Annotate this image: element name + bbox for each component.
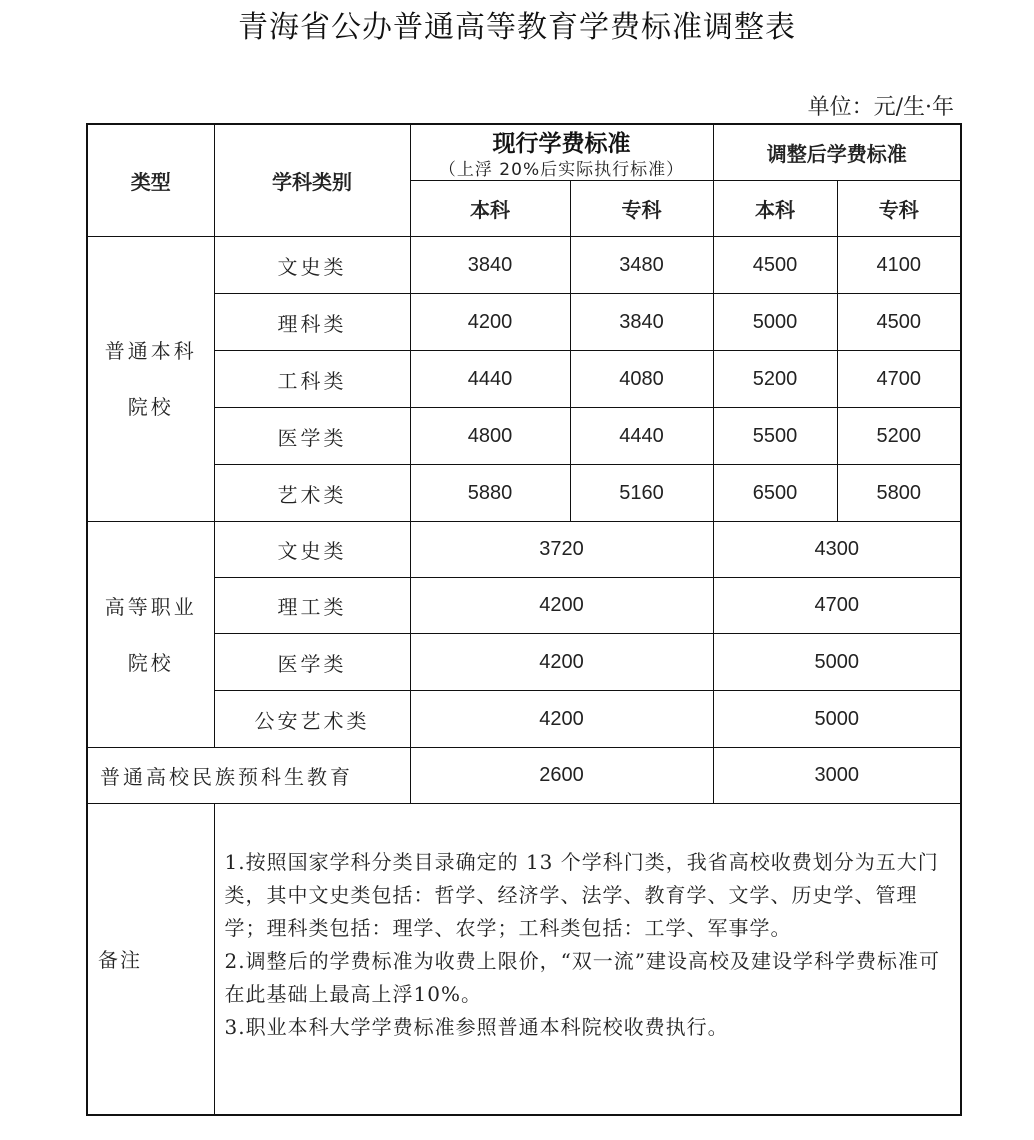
header-adjusted: 调整后学费标准 [713, 124, 961, 181]
fee-cell: 5800 [837, 465, 961, 522]
fee-cell: 3480 [570, 237, 713, 294]
fee-cell: 4500 [837, 294, 961, 351]
table-row [87, 691, 961, 748]
fee-cell: 4200 [410, 691, 713, 748]
fee-cell: 5200 [713, 351, 837, 408]
subject-cell: 艺术类 [214, 465, 410, 522]
category-vocational-line2: 院校 [127, 650, 174, 675]
table-row [87, 634, 961, 691]
remarks-row [87, 804, 961, 1115]
fee-cell: 4300 [713, 522, 961, 578]
header-current-label: 现行学费标准 [492, 131, 631, 157]
fee-cell: 2600 [410, 748, 713, 804]
header-adjusted-benke: 本科 [713, 181, 837, 237]
table-row [87, 522, 961, 578]
fee-cell: 3720 [410, 522, 713, 578]
header-current-benke: 本科 [410, 181, 570, 237]
fee-cell: 4200 [410, 634, 713, 691]
table-row [87, 408, 961, 465]
fee-cell: 3840 [570, 294, 713, 351]
table-row [87, 748, 961, 804]
remarks-label: 备注 [87, 804, 214, 1115]
fee-cell: 4800 [410, 408, 570, 465]
table-row [87, 578, 961, 634]
fee-cell: 5000 [713, 691, 961, 748]
subject-cell: 文史类 [214, 522, 410, 578]
fee-cell: 4200 [410, 294, 570, 351]
fee-cell: 4100 [837, 237, 961, 294]
fee-table [86, 123, 962, 1116]
table-row [87, 294, 961, 351]
header-adjusted-zhuanke: 专科 [837, 181, 961, 237]
fee-cell: 5160 [570, 465, 713, 522]
fee-cell: 3000 [713, 748, 961, 804]
fee-cell: 4500 [713, 237, 837, 294]
fee-cell: 5000 [713, 634, 961, 691]
header-subject: 学科类别 [214, 124, 410, 237]
table-row [87, 237, 961, 294]
fee-cell: 3840 [410, 237, 570, 294]
category-undergrad-line2: 院校 [127, 395, 174, 419]
fee-cell: 5880 [410, 465, 570, 522]
subject-cell: 公安艺术类 [214, 691, 410, 748]
category-undergrad-line1: 普通本科 [104, 339, 197, 363]
subject-cell: 工科类 [214, 351, 410, 408]
fee-cell: 4080 [570, 351, 713, 408]
subject-cell: 理工类 [214, 578, 410, 634]
fee-cell: 4700 [837, 351, 961, 408]
remark-note-3: 3.职业本科大学学费标准参照普通本科院校收费执行。 [224, 1015, 729, 1039]
category-undergrad [87, 237, 214, 522]
remark-note-1: 1.按照国家学科分类目录确定的 13 个学科门类，我省高校收费划分为五大门类，其中文史类包括：哲学、经济学、法学、教育学、文学、历史学、管理学；理科类包括：理学、农学；工科类包括：工学、军事学。 [224, 850, 939, 940]
subject-cell: 文史类 [214, 237, 410, 294]
header-current [410, 124, 713, 181]
fee-cell: 4440 [410, 351, 570, 408]
remark-note-2: 2.调整后的学费标准为收费上限价，“双一流”建设高校及建设学科学费标准可在此基础上最高上浮10%。 [224, 949, 941, 1006]
subject-cell: 医学类 [214, 408, 410, 465]
unit-note: 单位：元/生·年 [807, 95, 954, 120]
fee-cell: 5200 [837, 408, 961, 465]
fee-cell: 5500 [713, 408, 837, 465]
fee-cell: 5000 [713, 294, 837, 351]
category-vocational-line1: 高等职业 [104, 594, 197, 619]
table-row [87, 351, 961, 408]
fee-cell: 4700 [713, 578, 961, 634]
fee-cell: 6500 [713, 465, 837, 522]
header-current-note: （上浮 20%后实际执行标准） [438, 160, 685, 180]
header-current-zhuanke: 专科 [570, 181, 713, 237]
header-type: 类型 [87, 124, 214, 237]
fee-cell: 4200 [410, 578, 713, 634]
subject-cell: 医学类 [214, 634, 410, 691]
remarks-content [214, 804, 961, 1115]
fee-cell: 4440 [570, 408, 713, 465]
category-preparatory: 普通高校民族预科生教育 [87, 748, 410, 804]
table-row [87, 465, 961, 522]
category-vocational [87, 522, 214, 748]
document-title: 青海省公办普通高等教育学费标准调整表 [238, 10, 796, 45]
subject-cell: 理科类 [214, 294, 410, 351]
